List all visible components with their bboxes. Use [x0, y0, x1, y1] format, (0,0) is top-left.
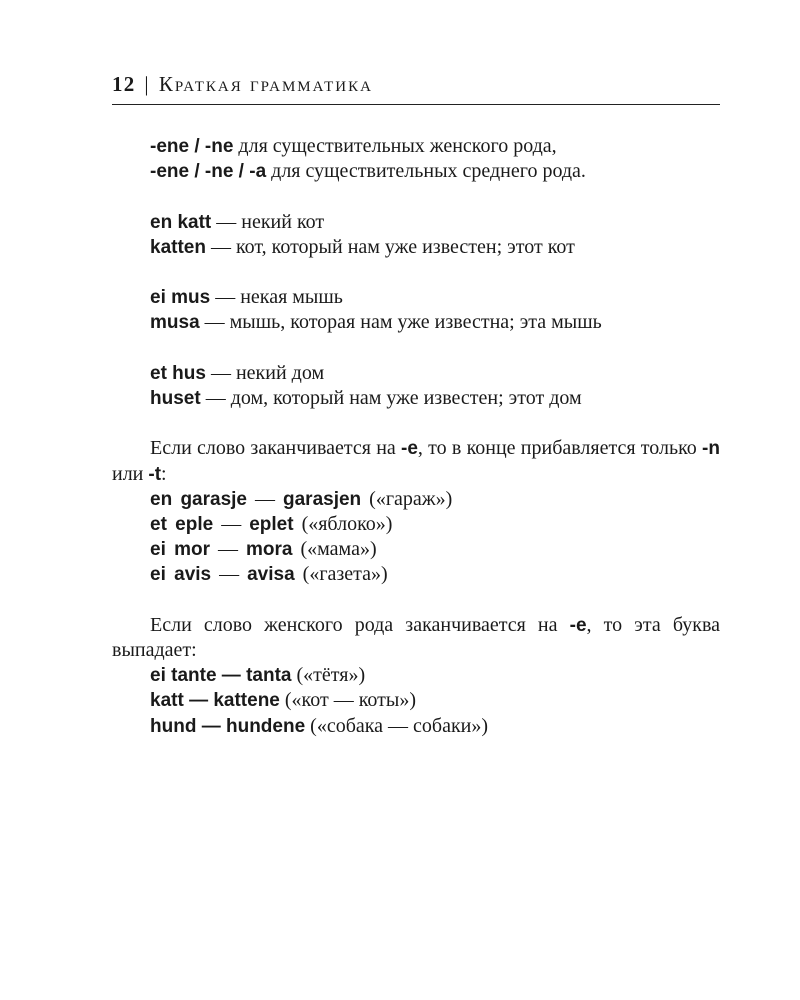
- noun-gloss: («мама»): [292, 538, 377, 561]
- noun-definite: eplet: [249, 513, 294, 535]
- example-word: et hus: [150, 362, 206, 384]
- example-line: [112, 310, 720, 335]
- example-word: katten: [150, 236, 206, 258]
- example-gloss: — некий дом: [205, 361, 325, 384]
- spacer: [112, 336, 720, 361]
- example-line: [112, 386, 720, 411]
- section-title: Краткая грамматика: [158, 72, 373, 96]
- example-word: en katt: [150, 211, 212, 233]
- example-word: huset: [150, 387, 201, 409]
- noun-pair: [112, 688, 720, 713]
- rule-paragraph: [112, 436, 720, 486]
- rule-text: Если слово заканчивается на: [150, 437, 402, 460]
- example-line: [112, 285, 720, 310]
- noun-pair: [112, 714, 720, 739]
- noun-pair: [112, 537, 720, 562]
- example-gloss: — кот, который нам уже известен; этот кот: [205, 235, 575, 258]
- spacer: [112, 260, 720, 285]
- noun-pair: [112, 562, 720, 587]
- rule-text: , то эта буква выпадает:: [112, 613, 721, 661]
- noun-dash: —: [247, 487, 283, 510]
- suffix-e: -e: [401, 438, 418, 460]
- noun-definite: mora: [246, 539, 293, 561]
- noun-pair: [112, 487, 720, 512]
- noun-indefinite: ei avis: [150, 564, 212, 586]
- noun-gloss: («тётя»): [291, 664, 366, 687]
- running-head: [112, 72, 720, 97]
- rule-text: Если слово женского рода заканчивается на: [150, 613, 570, 636]
- noun-gloss: («газета»): [294, 563, 388, 586]
- rule-text: или: [112, 462, 149, 485]
- ending-forms: -ene / -ne / -a: [150, 161, 267, 183]
- noun-dash: —: [210, 538, 247, 561]
- example-word: ei mus: [150, 287, 211, 309]
- example-gloss: — мышь, которая нам уже известна; эта мышь: [199, 311, 602, 334]
- spacer: [112, 411, 720, 436]
- noun-gloss: («собака — собаки»): [305, 714, 489, 737]
- page-number: 12: [112, 72, 136, 96]
- noun-pair: [112, 512, 720, 537]
- example-line: [112, 361, 720, 386]
- rule-paragraph: [112, 613, 720, 663]
- neuter-ending-line: [112, 159, 720, 184]
- noun-indefinite: en garasje: [150, 488, 247, 510]
- ending-text: для существительных женского рода,: [233, 135, 557, 157]
- spacer: [112, 588, 720, 613]
- noun-indefinite: ei mor: [150, 539, 211, 561]
- suffix-n: -n: [702, 438, 720, 460]
- example-gloss: — некий кот: [211, 210, 325, 233]
- header-separator: |: [144, 72, 150, 96]
- noun-dash: —: [211, 563, 248, 586]
- noun-forms: hund — hundene: [150, 715, 306, 737]
- noun-forms: katt — kattene: [150, 690, 280, 712]
- page-body: [112, 134, 720, 739]
- rule-text: , то в конце прибавляется только: [417, 437, 703, 460]
- example-line: [112, 235, 720, 260]
- example-gloss: — дом, который нам уже известен; этот дом: [200, 386, 582, 409]
- header-rule: [112, 104, 720, 105]
- noun-definite: garasjen: [283, 488, 362, 510]
- noun-pair: [112, 663, 720, 688]
- noun-gloss: («гараж»): [361, 487, 453, 510]
- noun-dash: —: [213, 512, 250, 535]
- feminine-ending-line: [112, 134, 720, 159]
- spacer: [112, 184, 720, 209]
- example-gloss: — некая мышь: [210, 286, 343, 309]
- example-line: [112, 210, 720, 235]
- ending-forms: -ene / -ne: [150, 136, 234, 157]
- suffix-t: -t: [148, 463, 162, 485]
- example-word: musa: [150, 312, 200, 334]
- rule-text: :: [161, 462, 167, 485]
- noun-forms: ei tante — tanta: [150, 665, 292, 687]
- noun-indefinite: et eple: [150, 513, 214, 535]
- ending-text: для существительных среднего рода.: [266, 160, 586, 183]
- noun-gloss: («кот — коты»): [279, 689, 416, 712]
- noun-definite: avisa: [247, 564, 295, 586]
- noun-gloss: («яблоко»): [293, 512, 393, 535]
- suffix-e: -e: [569, 614, 587, 636]
